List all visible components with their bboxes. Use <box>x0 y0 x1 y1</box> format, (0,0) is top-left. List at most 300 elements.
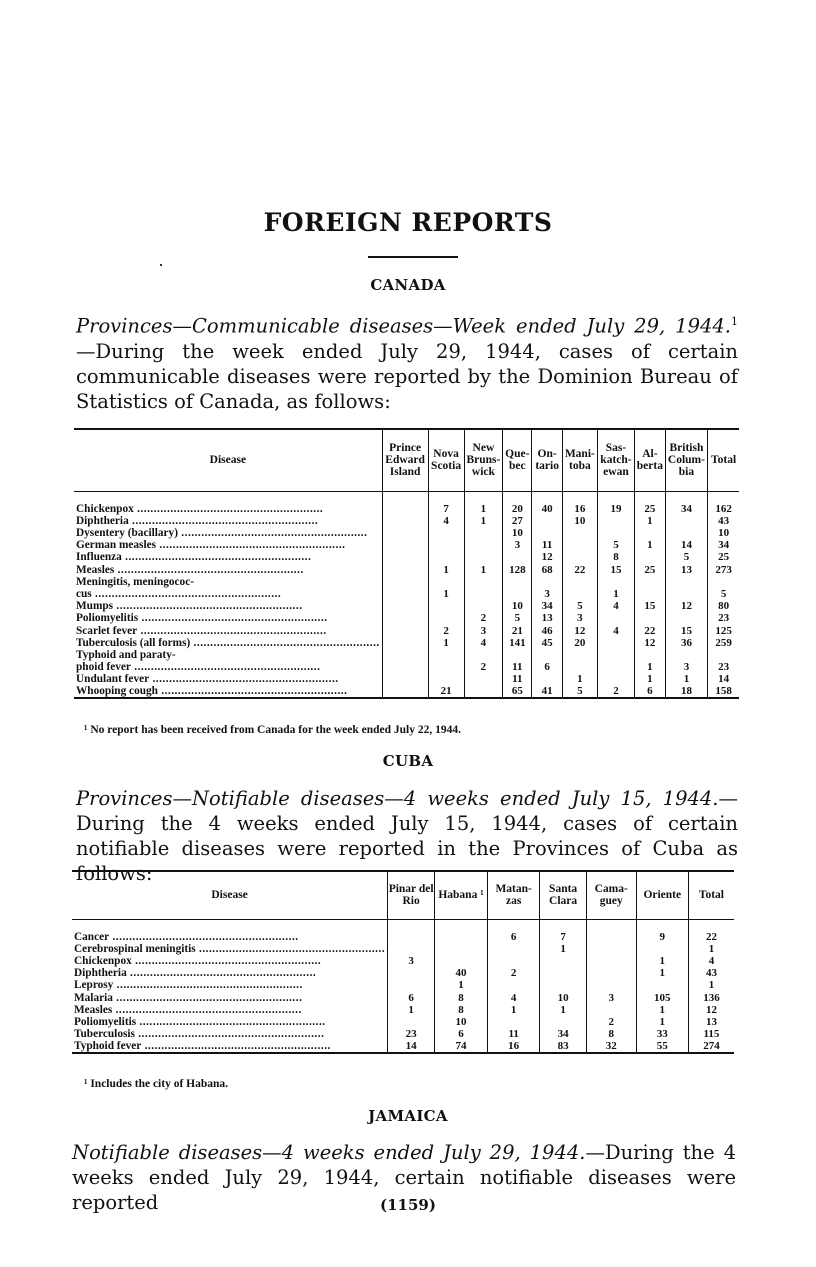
case-count: 34 <box>708 540 739 552</box>
cuba-col-header: Matan-zas <box>487 871 540 919</box>
disease-label: Dysentery (bacillary) ..... <box>76 527 367 539</box>
table-row <box>72 931 734 943</box>
case-count: 141 <box>503 637 532 649</box>
case-count: 273 <box>708 564 739 576</box>
case-count: 40 <box>435 968 488 980</box>
case-count: 1 <box>636 1016 688 1028</box>
case-count: 21 <box>428 686 464 699</box>
case-count <box>586 980 636 992</box>
case-count: 2 <box>487 968 540 980</box>
table-row <box>74 613 739 625</box>
table-row <box>74 674 739 686</box>
disease-label: Whooping cough ..... <box>76 686 347 697</box>
case-count: 5 <box>708 588 739 600</box>
case-count: 25 <box>635 564 666 576</box>
cuba-col-header: Santa Clara <box>540 871 586 919</box>
case-count <box>487 980 540 992</box>
case-count: 20 <box>503 503 532 515</box>
cuba-footnote: ¹ Includes the city of Habana. <box>84 1078 229 1090</box>
disease-name <box>72 980 388 992</box>
disease-name <box>72 1041 388 1054</box>
case-count: 5 <box>665 552 707 564</box>
case-count: 74 <box>435 1041 488 1054</box>
case-count: 40 <box>532 503 562 515</box>
disease-label: Measles ..... <box>74 1004 302 1016</box>
case-count <box>665 527 707 539</box>
case-count: 12 <box>665 601 707 613</box>
case-count: 32 <box>586 1041 636 1054</box>
case-count <box>562 661 597 673</box>
stray-mark <box>160 264 162 266</box>
table-row <box>74 552 739 564</box>
table-row <box>72 980 734 992</box>
case-count <box>597 613 634 625</box>
case-count: 8 <box>597 552 634 564</box>
case-count: 21 <box>503 625 532 637</box>
case-count: 12 <box>532 552 562 564</box>
disease-name <box>74 503 382 515</box>
case-count: 13 <box>532 613 562 625</box>
disease-name <box>74 552 382 564</box>
disease-label: phoid fever ..... <box>76 661 320 673</box>
case-count <box>382 540 428 552</box>
empty-cell <box>708 576 739 588</box>
case-count <box>665 515 707 527</box>
table-row <box>72 955 734 967</box>
table-row <box>72 943 734 955</box>
case-count: 4 <box>688 955 734 967</box>
case-count <box>382 552 428 564</box>
case-count: 65 <box>503 686 532 699</box>
case-count: 11 <box>503 674 532 686</box>
table-row <box>74 540 739 552</box>
disease-label: Tuberculosis ..... <box>74 1029 324 1041</box>
canada-col-header: Disease <box>74 429 382 491</box>
case-count: 10 <box>708 527 739 539</box>
empty-cell <box>665 649 707 661</box>
table-spacer <box>72 919 734 931</box>
table-row <box>74 661 739 673</box>
disease-label: Mumps ..... <box>76 601 303 613</box>
table-row <box>74 625 739 637</box>
case-count: 1 <box>464 503 503 515</box>
case-count <box>428 601 464 613</box>
case-count: 10 <box>503 527 532 539</box>
table-row <box>74 601 739 613</box>
case-count <box>428 552 464 564</box>
disease-label: Leprosy ..... <box>74 980 303 992</box>
case-count: 4 <box>597 601 634 613</box>
case-count <box>586 931 636 943</box>
case-count <box>382 515 428 527</box>
case-count: 27 <box>503 515 532 527</box>
case-count: 11 <box>487 1029 540 1041</box>
case-count: 34 <box>540 1029 586 1041</box>
disease-name <box>74 564 382 576</box>
empty-cell <box>382 576 428 588</box>
case-count: 14 <box>665 540 707 552</box>
case-count: 43 <box>708 515 739 527</box>
case-count: 33 <box>636 1029 688 1041</box>
canada-col-header: Mani-toba <box>562 429 597 491</box>
case-count <box>597 527 634 539</box>
case-count: 3 <box>665 661 707 673</box>
case-count: 128 <box>503 564 532 576</box>
case-count: 10 <box>562 515 597 527</box>
case-count: 80 <box>708 601 739 613</box>
table-row <box>74 686 739 699</box>
case-count <box>540 1016 586 1028</box>
case-count <box>586 943 636 955</box>
disease-name <box>74 613 382 625</box>
canada-col-header: Prince Edward Island <box>382 429 428 491</box>
case-count: 23 <box>708 613 739 625</box>
case-count: 20 <box>562 637 597 649</box>
case-count <box>586 968 636 980</box>
canada-intro-text: —During the week ended July 29, 1944, cases of certain communicable diseases were reported by the Dominion Bureau of Statistics of Canada, as follows: <box>76 339 738 413</box>
title-divider <box>368 256 458 258</box>
case-count <box>464 552 503 564</box>
case-count <box>382 686 428 699</box>
case-count <box>635 552 666 564</box>
case-count: 9 <box>636 931 688 943</box>
page-title: FOREIGN REPORTS <box>263 208 553 237</box>
empty-cell <box>708 649 739 661</box>
case-count: 46 <box>532 625 562 637</box>
case-count: 15 <box>635 601 666 613</box>
case-count: 8 <box>435 1004 488 1016</box>
disease-name <box>72 992 388 1004</box>
disease-label: Chickenpox ..... <box>76 503 323 515</box>
empty-cell <box>464 649 503 661</box>
case-count: 4 <box>464 637 503 649</box>
disease-label: Diphtheria ..... <box>74 968 316 980</box>
case-count <box>464 588 503 600</box>
disease-name: Meningitis, meningococ- <box>76 576 194 588</box>
case-count: 1 <box>635 661 666 673</box>
disease-label: Scarlet fever ..... <box>76 625 327 637</box>
table-row <box>74 637 739 649</box>
canada-col-header: New Bruns-wick <box>464 429 503 491</box>
canada-col-header: Al-berta <box>635 429 666 491</box>
case-count: 3 <box>464 625 503 637</box>
case-count <box>532 515 562 527</box>
empty-cell <box>382 649 428 661</box>
canada-intro-lead: Provinces—Communicable diseases—Week ended July 29, 1944. <box>76 314 731 338</box>
case-count: 125 <box>708 625 739 637</box>
case-count: 2 <box>464 661 503 673</box>
case-count: 5 <box>562 686 597 699</box>
page-number: (1159) <box>380 1196 436 1214</box>
disease-name <box>74 661 382 673</box>
disease-name <box>72 1029 388 1041</box>
case-count <box>388 943 435 955</box>
disease-name <box>72 1004 388 1016</box>
case-count: 13 <box>665 564 707 576</box>
case-count: 2 <box>464 613 503 625</box>
table-row <box>72 1004 734 1016</box>
case-count: 1 <box>540 943 586 955</box>
disease-label: Chickenpox ..... <box>74 955 321 967</box>
case-count: 1 <box>665 674 707 686</box>
disease-label: German measles ..... <box>76 540 345 552</box>
case-count: 12 <box>635 637 666 649</box>
case-count <box>635 613 666 625</box>
case-count: 7 <box>540 931 586 943</box>
case-count <box>597 637 634 649</box>
case-count: 6 <box>532 661 562 673</box>
disease-name <box>74 527 382 539</box>
canada-intro <box>76 309 738 414</box>
table-row <box>74 515 739 527</box>
disease-name <box>74 601 382 613</box>
case-count: 23 <box>388 1029 435 1041</box>
case-count <box>464 686 503 699</box>
case-count <box>562 588 597 600</box>
case-count <box>503 588 532 600</box>
case-count: 6 <box>487 931 540 943</box>
jamaica-intro-lead: Notifiable diseases—4 weeks ended July 29, 1944. <box>72 1141 586 1164</box>
case-count <box>464 674 503 686</box>
case-count <box>487 955 540 967</box>
case-count <box>540 955 586 967</box>
empty-cell <box>597 576 634 588</box>
table-row <box>74 576 739 588</box>
disease-label: Diphtheria ..... <box>76 515 318 527</box>
cuba-intro-lead: Provinces—Notifiable diseases—4 weeks ended July 15, 1944. <box>76 787 719 810</box>
case-count: 45 <box>532 637 562 649</box>
case-count: 1 <box>635 515 666 527</box>
case-count: 1 <box>636 1004 688 1016</box>
case-count <box>388 1016 435 1028</box>
case-count: 1 <box>540 1004 586 1016</box>
case-count <box>382 625 428 637</box>
table-spacer <box>74 491 739 503</box>
case-count <box>428 527 464 539</box>
case-count: 22 <box>562 564 597 576</box>
case-count <box>487 943 540 955</box>
disease-label: Typhoid fever ..... <box>74 1041 331 1052</box>
case-count: 15 <box>665 625 707 637</box>
table-row <box>74 527 739 539</box>
case-count: 115 <box>688 1029 734 1041</box>
case-count: 105 <box>636 992 688 1004</box>
case-count <box>636 943 688 955</box>
cuba-col-header: Habana ¹ <box>435 871 488 919</box>
case-count: 1 <box>428 564 464 576</box>
case-count: 1 <box>688 980 734 992</box>
disease-name <box>74 686 382 699</box>
disease-label: Cancer ..... <box>74 931 299 943</box>
case-count: 10 <box>435 1016 488 1028</box>
case-count: 2 <box>428 625 464 637</box>
case-count: 2 <box>597 686 634 699</box>
case-count: 3 <box>562 613 597 625</box>
jamaica-intro-text: —During the 4 weeks ended July 29, 1944, certain notifiable diseases were reported <box>72 1141 736 1214</box>
disease-name <box>72 968 388 980</box>
empty-cell <box>562 576 597 588</box>
case-count: 13 <box>688 1016 734 1028</box>
disease-label: Influenza ..... <box>76 552 311 564</box>
canada-col-header: British Colum-bia <box>665 429 707 491</box>
case-count: 16 <box>487 1041 540 1054</box>
case-count <box>665 588 707 600</box>
case-count <box>435 931 488 943</box>
case-count: 4 <box>597 625 634 637</box>
disease-name <box>72 1016 388 1028</box>
case-count: 5 <box>597 540 634 552</box>
empty-cell <box>428 576 464 588</box>
case-count: 34 <box>532 601 562 613</box>
case-count: 19 <box>597 503 634 515</box>
case-count <box>586 955 636 967</box>
case-count <box>597 515 634 527</box>
canada-col-header: On-tario <box>532 429 562 491</box>
case-count: 3 <box>586 992 636 1004</box>
case-count: 6 <box>388 992 435 1004</box>
case-count: 162 <box>708 503 739 515</box>
case-count: 158 <box>708 686 739 699</box>
case-count: 7 <box>428 503 464 515</box>
case-count <box>388 931 435 943</box>
case-count: 16 <box>562 503 597 515</box>
empty-cell <box>532 649 562 661</box>
cuba-heading: CUBA <box>382 752 434 770</box>
case-count: 1 <box>464 564 503 576</box>
table-row <box>72 1016 734 1028</box>
case-count <box>636 980 688 992</box>
empty-cell <box>532 576 562 588</box>
table-row <box>72 992 734 1004</box>
table-row <box>72 968 734 980</box>
case-count: 3 <box>532 588 562 600</box>
disease-name <box>74 515 382 527</box>
case-count <box>382 503 428 515</box>
case-count: 15 <box>597 564 634 576</box>
case-count <box>597 661 634 673</box>
case-count <box>562 540 597 552</box>
case-count: 25 <box>635 503 666 515</box>
case-count: 1 <box>635 540 666 552</box>
disease-name <box>74 540 382 552</box>
empty-cell <box>464 576 503 588</box>
case-count: 1 <box>428 588 464 600</box>
case-count: 11 <box>532 540 562 552</box>
case-count <box>435 955 488 967</box>
canada-footnote: ¹ No report has been received from Canada for the week ended July 22, 1944. <box>84 724 461 736</box>
case-count: 1 <box>428 637 464 649</box>
case-count <box>382 527 428 539</box>
case-count <box>532 527 562 539</box>
disease-label: Cerebrospinal meningitis ..... <box>74 943 385 955</box>
empty-cell <box>635 576 666 588</box>
case-count <box>388 968 435 980</box>
canada-heading: CANADA <box>370 276 446 294</box>
disease-label: cus ..... <box>76 588 281 600</box>
case-count: 11 <box>503 661 532 673</box>
disease-label: Poliomyelitis ..... <box>74 1016 326 1028</box>
case-count: 1 <box>635 674 666 686</box>
canada-col-header: Total <box>708 429 739 491</box>
case-count <box>464 601 503 613</box>
jamaica-heading: JAMAICA <box>368 1107 448 1125</box>
table-row <box>72 1041 734 1054</box>
case-count <box>382 564 428 576</box>
disease-label: Undulant fever ..... <box>76 674 339 686</box>
case-count <box>487 1016 540 1028</box>
case-count <box>665 613 707 625</box>
case-count <box>388 980 435 992</box>
case-count: 6 <box>635 686 666 699</box>
case-count <box>635 527 666 539</box>
case-count <box>428 540 464 552</box>
empty-cell <box>562 649 597 661</box>
case-count <box>597 674 634 686</box>
case-count: 14 <box>708 674 739 686</box>
table-row <box>72 1029 734 1041</box>
case-count: 36 <box>665 637 707 649</box>
empty-cell <box>665 576 707 588</box>
disease-name: Typhoid and paraty- <box>76 649 176 661</box>
disease-name <box>74 625 382 637</box>
case-count: 4 <box>428 515 464 527</box>
table-row <box>74 588 739 600</box>
cuba-intro-text: —During the 4 weeks ended July 15, 1944, cases of certain notifiable diseases were reported in the Provinces of Cuba as follows: <box>76 787 738 885</box>
disease-name <box>74 588 382 600</box>
table-row <box>74 503 739 515</box>
case-count: 259 <box>708 637 739 649</box>
case-count <box>382 637 428 649</box>
case-count <box>428 661 464 673</box>
cuba-col-header: Disease <box>72 871 388 919</box>
case-count: 12 <box>562 625 597 637</box>
case-count <box>435 943 488 955</box>
disease-name <box>72 955 388 967</box>
case-count <box>428 613 464 625</box>
case-count: 10 <box>503 601 532 613</box>
case-count: 4 <box>487 992 540 1004</box>
case-count <box>635 588 666 600</box>
cuba-disease-table <box>72 870 734 1054</box>
case-count: 6 <box>435 1029 488 1041</box>
case-count: 3 <box>503 540 532 552</box>
case-count: 41 <box>532 686 562 699</box>
case-count: 1 <box>464 515 503 527</box>
case-count <box>562 552 597 564</box>
case-count <box>464 527 503 539</box>
case-count <box>382 588 428 600</box>
canada-footnote-ref: 1 <box>731 315 738 328</box>
cuba-col-header: Oriente <box>636 871 688 919</box>
case-count: 55 <box>636 1041 688 1054</box>
case-count: 274 <box>688 1041 734 1054</box>
case-count: 2 <box>586 1016 636 1028</box>
case-count <box>586 1004 636 1016</box>
case-count: 1 <box>562 674 597 686</box>
case-count <box>540 968 586 980</box>
case-count <box>382 674 428 686</box>
empty-cell <box>503 649 532 661</box>
empty-cell <box>503 576 532 588</box>
canada-col-header: Sas-katch-ewan <box>597 429 634 491</box>
case-count: 1 <box>688 943 734 955</box>
case-count <box>382 661 428 673</box>
disease-label: Measles ..... <box>76 564 304 576</box>
empty-cell <box>428 649 464 661</box>
case-count: 8 <box>435 992 488 1004</box>
case-count: 10 <box>540 992 586 1004</box>
table-row <box>74 564 739 576</box>
